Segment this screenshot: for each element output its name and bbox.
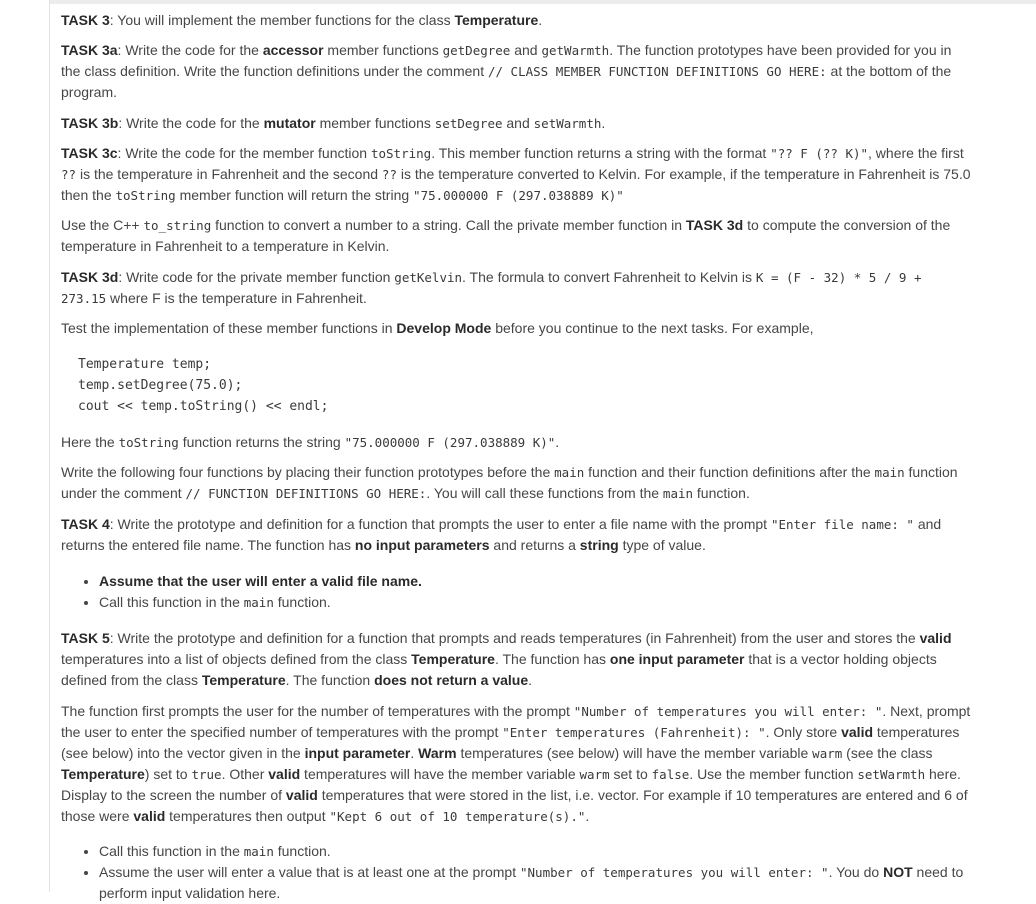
text: : Write the code for the — [117, 42, 263, 58]
text: . — [528, 672, 533, 688]
class-name: Temperature — [411, 651, 495, 667]
text: where F is the temperature in Fahrenheit. — [106, 290, 367, 306]
task4-bullets — [61, 571, 973, 613]
code-inline: "75.000000 F (297.038889 K)" — [344, 435, 556, 450]
keyword: Warm — [418, 745, 457, 761]
text: is the temperature converted to Kelvin. For example, if the temperature in Fahrenheit is 75.0 then the — [61, 166, 971, 203]
text: : Write the code for the member function — [117, 145, 371, 161]
code-inline: "75.000000 F (297.038889 K)" — [413, 188, 624, 203]
keyword: does not return a value — [374, 672, 529, 688]
text: . The function prototypes have been provided for you in the class definition. Write the function definitions under the comment — [61, 42, 952, 79]
task3b-paragraph — [61, 113, 973, 134]
text: : Write code for the private member function — [118, 269, 395, 285]
text: before you continue to the next tasks. For example, — [491, 320, 814, 336]
text: function under the comment — [61, 464, 958, 501]
code-inline: setWarmth — [533, 116, 602, 131]
code-inline: // CLASS MEMBER FUNCTION DEFINITIONS GO HERE: — [487, 64, 827, 79]
keyword: valid — [133, 808, 166, 824]
code-inline: setWarmth — [857, 767, 926, 782]
code-inline: main — [874, 465, 905, 480]
task3c-paragraph — [61, 143, 973, 206]
list-item — [99, 841, 973, 862]
code-inline: ?? — [61, 167, 77, 182]
text: Assume the user will enter a value that is at least one at the prompt — [99, 864, 520, 880]
text: The function first prompts the user for the number of temperatures with the prompt — [61, 703, 574, 719]
text: and — [502, 115, 534, 131]
code-inline: "Kept 6 out of 10 temperature(s)." — [329, 809, 586, 824]
code-inline: toString — [115, 188, 176, 203]
code-line: cout << temp.toString() << endl; — [78, 399, 329, 414]
code-line: Temperature temp; — [78, 357, 212, 372]
bullet-text: Assume that the user will enter a valid file name. — [99, 573, 422, 589]
class-name: Temperature — [61, 766, 145, 782]
keyword: accessor — [262, 42, 324, 58]
text: is the temperature in Fahrenheit and the second — [76, 166, 382, 182]
text: : Write the prototype and definition for a function that prompts the user to enter a file name with the prompt — [109, 516, 771, 532]
text: member function will return the string — [175, 187, 414, 203]
code-inline: "Enter file name: " — [770, 517, 914, 532]
task3a-paragraph — [61, 40, 973, 103]
task3d-paragraph — [61, 267, 973, 309]
text: member functions — [315, 115, 435, 131]
list-item — [99, 571, 973, 592]
code-inline: warm — [579, 767, 610, 782]
keyword: string — [579, 537, 619, 553]
text: : Write the code for the — [118, 115, 264, 131]
task4-label: TASK 4 — [61, 516, 110, 532]
list-item — [99, 592, 973, 613]
code-inline: true — [191, 767, 222, 782]
text: and returns the entered file name. The function has — [61, 516, 942, 553]
code-inline: main — [554, 465, 585, 480]
keyword: valid — [841, 724, 874, 740]
keyword: valid — [285, 787, 318, 803]
task5-details-paragraph — [61, 701, 973, 827]
text: function. — [273, 594, 331, 610]
text: temperatures then output — [165, 808, 330, 824]
code-inline: getDegree — [442, 43, 511, 58]
text: Call this function in the — [99, 843, 244, 859]
keyword: NOT — [883, 864, 913, 880]
text: . You do — [828, 864, 884, 880]
text: temperatures into a list of objects defined from the class — [61, 651, 412, 667]
text: , where the first — [868, 145, 964, 161]
here-paragraph — [61, 432, 973, 453]
conversion-paragraph — [61, 215, 973, 257]
text: Test the implementation of these member functions in — [61, 320, 397, 336]
code-example — [61, 354, 973, 417]
text: set to — [609, 766, 652, 782]
code-inline: false — [651, 767, 690, 782]
code-inline: ?? — [381, 167, 397, 182]
text: that is a vector holding objects defined from the class — [61, 651, 937, 688]
text: function. — [273, 843, 331, 859]
text: . The function — [285, 672, 375, 688]
class-name: Temperature — [454, 12, 539, 28]
text: Use the C++ — [61, 217, 144, 233]
text: : You will implement the member functions for the class — [109, 12, 455, 28]
text: Here the — [61, 434, 119, 450]
text: . Next, prompt the user to enter the specified number of temperatures with the prompt — [61, 703, 971, 740]
keyword: input parameter — [304, 745, 411, 761]
keyword: mutator — [263, 115, 316, 131]
text: function returns the string — [178, 434, 345, 450]
task3d-label: TASK 3d — [61, 269, 119, 285]
text: need to perform input validation here. — [99, 864, 964, 901]
code-inline: "Number of temperatures you will enter: " — [520, 865, 829, 880]
text: . — [585, 808, 590, 824]
text: Write the following four functions by placing their function prototypes before the — [61, 464, 555, 480]
text: . — [538, 12, 543, 28]
task5-bullets — [61, 841, 973, 904]
text: to compute the conversion of the temperature in Fahrenheit to a temperature in Kelvin. — [61, 217, 951, 254]
code-inline: "Number of temperatures you will enter: " — [573, 704, 883, 719]
code-inline: "Enter temperatures (Fahrenheit): " — [502, 725, 766, 740]
list-item — [99, 862, 973, 904]
keyword: one input parameter — [609, 651, 745, 667]
text: (see the class — [842, 745, 933, 761]
text: and returns a — [489, 537, 580, 553]
code-inline: toString — [370, 146, 432, 161]
task3c-label: TASK 3c — [61, 145, 118, 161]
text: . The formula to convert Fahrenheit to Kelvin is — [462, 269, 756, 285]
text: . Use the member function — [689, 766, 858, 782]
text: ) set to — [144, 766, 192, 782]
task-ref: TASK 3d — [685, 217, 744, 233]
text: : Write the prototype and definition for a function that prompts and reads temperatures (in Fahrenheit) from the user and stores the — [109, 630, 920, 646]
task5-label: TASK 5 — [61, 630, 110, 646]
code-inline: getKelvin — [394, 270, 463, 285]
code-inline: K = (F - 32) * 5 / 9 + 273.15 — [61, 270, 922, 306]
text: here. Display to the screen the number of — [61, 766, 961, 803]
text: at the bottom of the program. — [61, 63, 952, 100]
code-inline: getWarmth — [541, 43, 610, 58]
top-border — [50, 0, 1036, 4]
task3-label: TASK 3 — [61, 12, 110, 28]
code-inline: "?? F (?? K)" — [770, 146, 869, 161]
code-inline: toString — [118, 435, 179, 450]
code-inline: warm — [812, 746, 843, 761]
text: function and their function definitions after the — [584, 464, 875, 480]
text: . You will call these functions from the — [426, 485, 663, 501]
text: member functions — [323, 42, 443, 58]
keyword: no input parameters — [354, 537, 490, 553]
text: . — [601, 115, 606, 131]
task3b-label: TASK 3b — [61, 115, 119, 131]
text: function. — [693, 485, 750, 501]
code-inline: setDegree — [434, 116, 503, 131]
keyword: Develop Mode — [396, 320, 492, 336]
text: temperatures that were stored in the list, i.e. vector. For example if 10 temperatures are entered and 6 of those were — [61, 787, 968, 824]
left-border — [49, 0, 50, 892]
class-name: Temperature — [201, 672, 286, 688]
text: and — [510, 42, 542, 58]
text: Call this function in the — [99, 594, 244, 610]
keyword: valid — [919, 630, 952, 646]
keyword: valid — [268, 766, 301, 782]
code-inline: to_string — [143, 218, 212, 233]
task3a-label: TASK 3a — [61, 42, 118, 58]
code-inline: main — [662, 486, 694, 501]
test-paragraph — [61, 318, 973, 339]
text: . Only store — [765, 724, 842, 740]
task4-paragraph — [61, 514, 973, 556]
text: . The function has — [494, 651, 610, 667]
task5-paragraph — [61, 628, 973, 691]
code-inline: // FUNCTION DEFINITIONS GO HERE: — [185, 486, 427, 501]
code-line: temp.setDegree(75.0); — [78, 378, 243, 393]
task3-paragraph — [61, 10, 973, 31]
text: type of value. — [618, 537, 706, 553]
text: . — [410, 745, 419, 761]
text: temperatures will have the member variable — [300, 766, 580, 782]
text: . — [555, 434, 560, 450]
text: temperatures (see below) will have the member variable — [456, 745, 813, 761]
text: temperatures (see below) into the vector given in the — [61, 724, 960, 761]
text: . This member function returns a string with the format — [431, 145, 771, 161]
code-inline: main — [243, 844, 274, 859]
text: function to convert a number to a string. Call the private member function in — [211, 217, 686, 233]
text: . Other — [221, 766, 269, 782]
four-functions-paragraph — [61, 462, 973, 504]
code-inline: main — [243, 595, 274, 610]
